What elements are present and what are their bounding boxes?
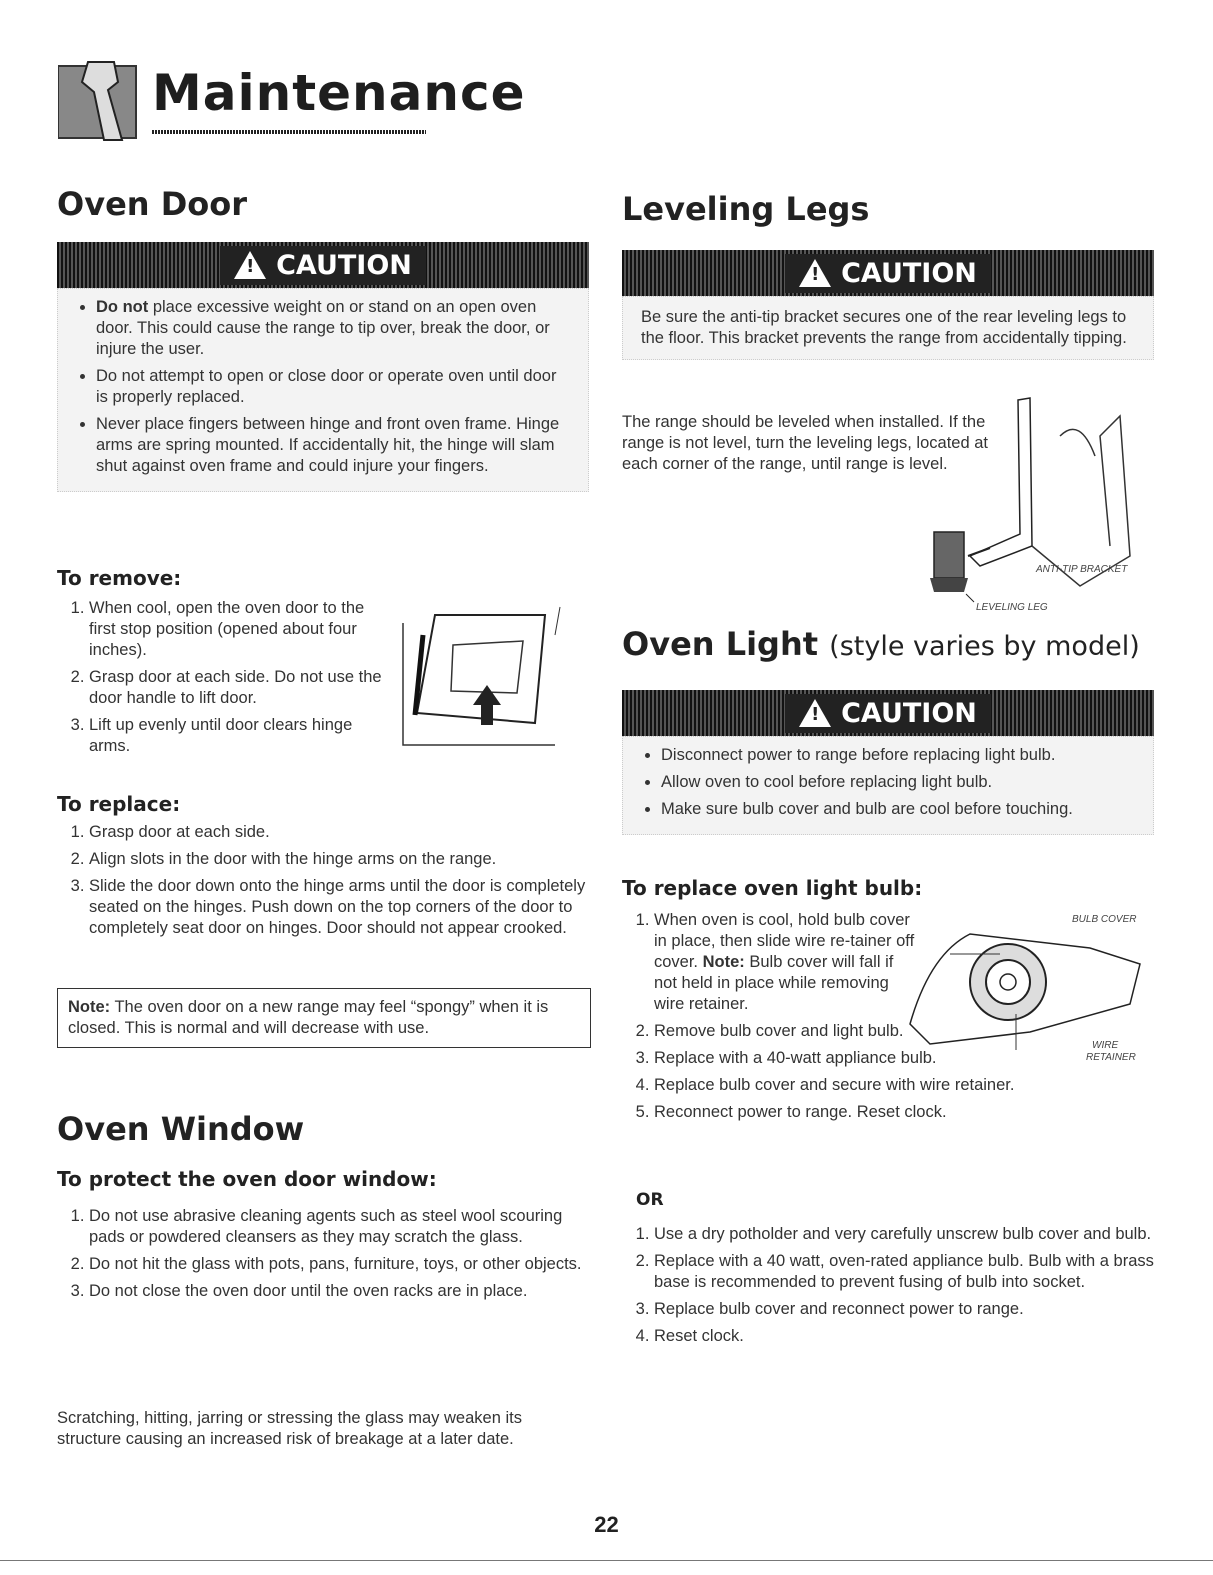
page-title: Maintenance — [152, 64, 526, 122]
protect-window-heading: To protect the oven door window: — [57, 1167, 437, 1191]
list-item: 4. Reset clock. — [654, 1326, 1154, 1347]
list-item: 1. When oven is cool, hold bulb cover in place, then slide wire re-tainer off cover. Note: Bulb cover will fall if not held in place while removing wire retainer. — [654, 910, 916, 1015]
wire-label: WIRE — [1092, 1040, 1119, 1051]
oven-light-title: Oven Light (style varies by model) — [622, 625, 1140, 663]
caution-label: CAUTION — [841, 697, 977, 729]
window-closing-text: Scratching, hitting, jarring or stressing the glass may weaken its structure causing an increased risk of breakage at a later date. — [57, 1409, 522, 1448]
list-item: 3. Slide the door down onto the hinge arms until the door is completely seated on the hinges. Push down on the top corners of the door to completely seat door on hinges. Door should not appear crooked. — [89, 876, 589, 939]
warning-icon — [234, 251, 266, 279]
list-item: 3. Lift up evenly until door clears hinge arms. — [89, 715, 387, 757]
oven-door-title: Oven Door — [57, 185, 247, 223]
list-item: 1. Grasp door at each side. — [89, 822, 589, 843]
caution-item: • Never place fingers between hinge and front oven frame. Hinge arms are spring mounted. If accidentally hit, the hinge will slam shut against oven frame and could injure your fingers. — [96, 414, 570, 477]
note-text: The oven door on a new range may feel “spongy” when it is closed. This is normal and will decrease with use. — [68, 998, 549, 1037]
anti-tip-bracket-illustration — [920, 396, 1160, 618]
or-label: OR — [636, 1190, 664, 1210]
caution-text-box — [57, 288, 589, 492]
caution-text-box — [622, 736, 1154, 835]
leveling-legs-body: The range should be leveled when installed. If the range is not level, turn the leveling legs, located at each corner of the range, until range is level. — [622, 413, 988, 473]
note-label: Note: — [68, 998, 111, 1016]
warning-icon — [799, 699, 831, 727]
list-item: 2. Replace with a 40 watt, oven-rated appliance bulb. Bulb with a brass base is recommended to prevent fusing of bulb into socket. — [654, 1251, 1154, 1293]
caution-item: • Do not place excessive weight on or stand on an open oven door. This could cause the range to tip over, break the door, or injure the user. — [96, 297, 570, 360]
list-item: 3. Replace bulb cover and reconnect power to range. — [654, 1299, 1154, 1320]
oven-door-caution — [57, 242, 589, 492]
replace-bulb-heading: To replace oven light bulb: — [622, 876, 923, 900]
list-item: 1. Use a dry potholder and very carefully unscrew bulb cover and bulb. — [654, 1224, 1154, 1245]
wrench-icon — [58, 58, 144, 142]
retainer-label: RETAINER — [1086, 1052, 1136, 1063]
bulb-cover-label: BULB COVER — [1072, 914, 1137, 925]
caution-text-box: Be sure the anti-tip bracket secures one of the rear leveling legs to the floor. This bracket prevents the range from accidentally tipping. — [622, 296, 1154, 360]
bulb-steps-b — [622, 1224, 1154, 1353]
leveling-leg-label: LEVELING LEG — [976, 602, 1048, 613]
caution-item: • Allow oven to cool before replacing light bulb. — [661, 772, 1135, 793]
list-item: 3. Do not close the oven door until the oven racks are in place. — [89, 1281, 589, 1302]
remove-steps — [57, 598, 387, 763]
page-number: 22 — [594, 1512, 619, 1537]
anti-tip-bracket-label: ANTI-TIP BRACKET — [1036, 564, 1128, 575]
caution-label: CAUTION — [276, 249, 412, 281]
list-item: 2. Remove bulb cover and light bulb. — [654, 1021, 1182, 1042]
list-item: 4. Replace bulb cover and secure with wire retainer. — [654, 1075, 1182, 1096]
list-item: 5. Reconnect power to range. Reset clock. — [654, 1102, 1182, 1123]
bottom-rule — [0, 1560, 1213, 1561]
caution-label: CAUTION — [841, 257, 977, 289]
oven-door-illustration — [395, 605, 575, 750]
caution-item: • Disconnect power to range before replacing light bulb. — [661, 745, 1135, 766]
caution-banner — [622, 690, 1154, 736]
leveling-legs-title: Leveling Legs — [622, 190, 870, 228]
list-item: 2. Grasp door at each side. Do not use the door handle to lift door. — [89, 667, 387, 709]
to-replace-heading: To replace: — [57, 792, 181, 816]
caution-banner — [622, 250, 1154, 296]
list-item: 3. Replace with a 40-watt appliance bulb. — [654, 1048, 1182, 1069]
list-item: 2. Align slots in the door with the hinge arms on the range. — [89, 849, 589, 870]
oven-light-caution — [622, 690, 1154, 835]
note-box — [57, 988, 591, 1048]
to-remove-heading: To remove: — [57, 566, 182, 590]
oven-window-title: Oven Window — [57, 1110, 305, 1148]
warning-icon — [799, 259, 831, 287]
caution-banner — [57, 242, 589, 288]
window-steps — [57, 1206, 589, 1308]
replace-steps — [57, 822, 589, 945]
list-item: 1. Do not use abrasive cleaning agents such as steel wool scouring pads or powdered cleansers as they may scratch the glass. — [89, 1206, 589, 1248]
oven-light-subtitle: (style varies by model) — [829, 631, 1140, 662]
title-underline — [152, 130, 426, 134]
leveling-legs-caution — [622, 250, 1154, 360]
list-item: 1. When cool, open the oven door to the first stop position (opened about four inches). — [89, 598, 387, 661]
list-item: 2. Do not hit the glass with pots, pans, furniture, toys, or other objects. — [89, 1254, 589, 1275]
caution-item: • Do not attempt to open or close door or operate oven until door is properly replaced. — [96, 366, 570, 408]
caution-item: • Make sure bulb cover and bulb are cool before touching. — [661, 799, 1135, 820]
